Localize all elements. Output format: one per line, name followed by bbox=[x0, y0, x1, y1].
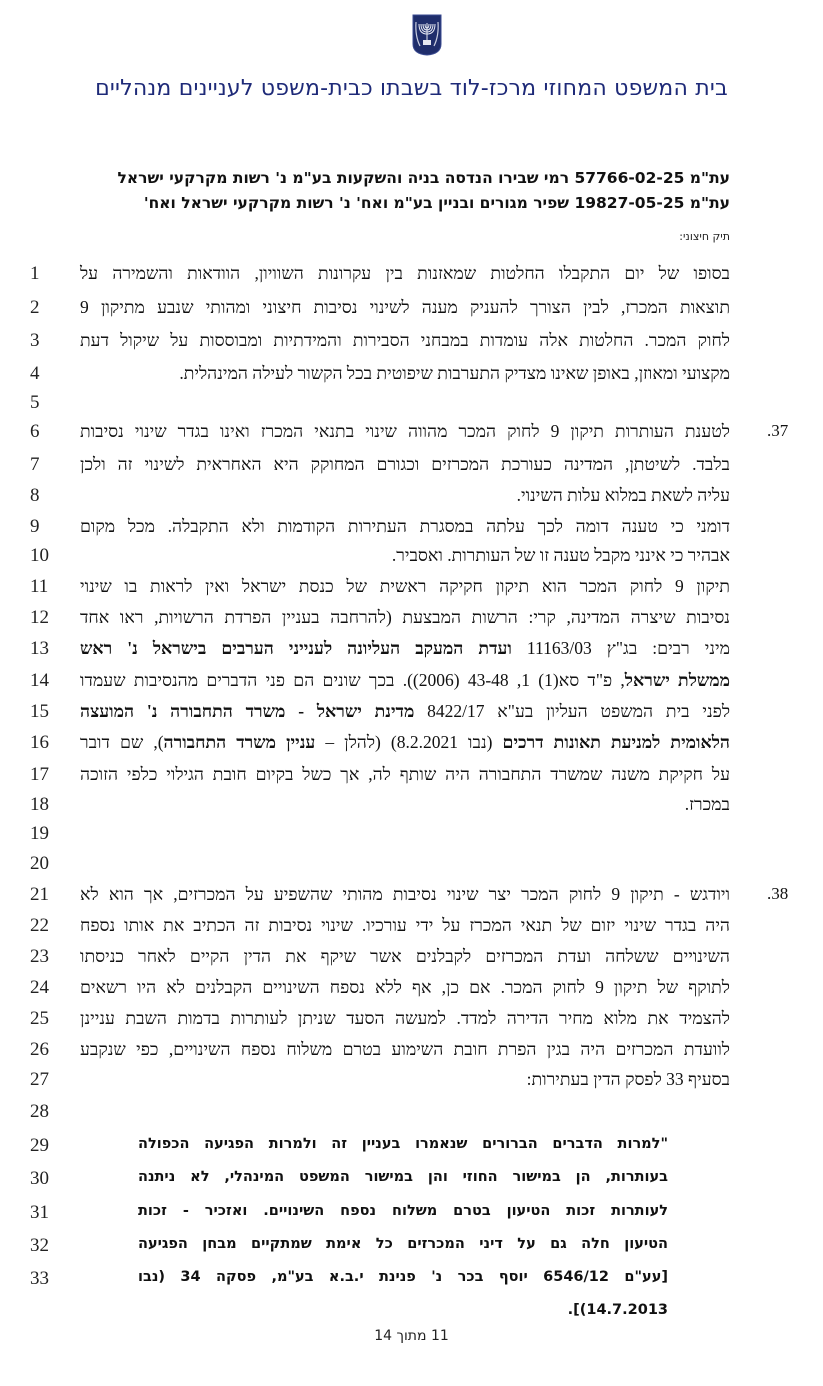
text-line: לוועדת המכרזים היה בגין הפרת חובת השימוע בטרם משלוח נספח השינויים, כפי שנקבע bbox=[80, 1039, 730, 1059]
case-name-bold: מדינת ישראל - משרד התחבורה נ' המועצה bbox=[80, 701, 415, 721]
line-number: 23 bbox=[30, 946, 49, 967]
quote-line: לעותרות זכות הטיעון בטרם משלוח נספח השינויים. ואזכיר - זכות bbox=[138, 1203, 668, 1219]
case-title-1: עת"מ 57766-02-25 רמי שבירו הנדסה בניה והשקעות בע"מ נ' רשות מקרקעי ישראל bbox=[117, 169, 730, 187]
line-number: 30 bbox=[30, 1168, 49, 1189]
line-number: 1 bbox=[30, 263, 40, 284]
line-number: 13 bbox=[30, 638, 49, 659]
citation-text: (נבו 8.2.2021) (להלן – bbox=[315, 732, 503, 752]
case-title-2: עת"מ 19827-05-25 שפיר מגורים ובניין בע"מ ואח' נ' רשות מקרקעי ישראל ואח' bbox=[143, 194, 730, 212]
page-indicator: 11 מתוך 14 bbox=[374, 1328, 449, 1344]
line-number: 10 bbox=[30, 545, 49, 566]
line-number: 8 bbox=[30, 485, 40, 506]
text-line: על חקיקת משנה שמשרד התחבורה היה שותף לה, אך כשל בקיום חובת הגילוי כלפי הזוכה bbox=[80, 764, 730, 784]
citation-text: מיני רבים: בג"ץ 11163/03 bbox=[511, 638, 731, 658]
text-line: עליה לשאת במלוא עלות השינוי. bbox=[516, 485, 730, 505]
line-number: 11 bbox=[30, 576, 49, 597]
line-number: 28 bbox=[30, 1101, 49, 1122]
quote-line: [עע"ם 6546/12 יוסף בכר נ' פנינת י.ב.א בע"מ, פסקה 34 (נבו bbox=[138, 1269, 668, 1285]
line-number: 20 bbox=[30, 853, 49, 874]
case-name-bold: הלאומית למניעת תאונות דרכים bbox=[502, 732, 731, 752]
citation-text: לפני בית המשפט העליון בע"א 8422/17 bbox=[414, 701, 731, 721]
line-number: 31 bbox=[30, 1202, 49, 1223]
citation-text: , פ"ד סא(1) 1, 43-48 (2006)). בכך שונים הם פני הדברים מהנסיבות שעמדו bbox=[80, 670, 625, 690]
text-line: השינויים ששלחה ועדת המכרזים לקבלנים אשר שיקף את הדין הקיים לאחר כניסתו bbox=[80, 946, 730, 966]
quote-line: "למרות הדברים הברורים שנאמרו בעניין זה ולמרות הפגיעה הכפולה bbox=[138, 1136, 668, 1152]
text-line: בסעיף 33 לפסק הדין בעתירות: bbox=[526, 1069, 730, 1089]
quote-line: בעותרות, הן במישור החוזי והן במישור המשפט המינהלי, לא ניתנה bbox=[138, 1169, 668, 1185]
line-number: 4 bbox=[30, 363, 40, 384]
line-number: 5 bbox=[30, 392, 40, 413]
case-name-bold: ממשלת ישראל bbox=[624, 670, 731, 690]
text-line: היה בגדר שינוי יזום של תנאי המכרז על ידי עורכיו. שינוי נסיבות זה הכתיב את אותו נספח bbox=[80, 915, 730, 935]
quote-line: הטיעון חלה גם על דיני המכרזים כל אימת שמתקיים מבחן הפגיעה bbox=[138, 1236, 668, 1252]
line-number: 19 bbox=[30, 823, 49, 844]
line-number: 17 bbox=[30, 764, 49, 785]
line-number: 22 bbox=[30, 915, 49, 936]
citation-text: ), שם דובר bbox=[80, 732, 164, 752]
text-line: במכרז. bbox=[684, 794, 730, 814]
text-line: ויודגש - תיקון 9 לחוק המכר יצר שינוי נסיבות מהותי שהשפיע על המכרזים, אך הוא לא bbox=[80, 884, 730, 904]
line-number: 29 bbox=[30, 1135, 49, 1156]
line-number: 3 bbox=[30, 330, 40, 351]
paragraph-number-37: .37 bbox=[767, 421, 789, 440]
line-number: 18 bbox=[30, 794, 49, 815]
short-name-bold: עניין משרד התחבורה bbox=[163, 732, 316, 752]
paragraph-number-38: .38 bbox=[767, 884, 789, 903]
block-quote bbox=[138, 0, 668, 1318]
line-number: 9 bbox=[30, 516, 40, 537]
text-line: להצמיד את מלוא מחיר הדירה למדד. למעשה הסעד שניתן לעותרות בדמות השבת עניינן bbox=[80, 1008, 730, 1028]
line-number: 2 bbox=[30, 297, 40, 318]
text-line: תיקון 9 לחוק המכר הוא תיקון חקיקה ראשית של כנסת ישראל ואין לראות בו שינוי bbox=[80, 576, 730, 596]
text-line: לטענת העותרות תיקון 9 לחוק המכר מהווה שינוי בתנאי המכרז ואינו בגדר שינוי נסיבות bbox=[80, 421, 730, 441]
text-line: לתוקף של תיקון 9 לחוק המכר. אם כן, אף ללא נספח השינויים הקבלנים לא היו רשאים bbox=[80, 977, 730, 997]
line-number: 33 bbox=[30, 1268, 49, 1289]
line-number: 21 bbox=[30, 884, 49, 905]
case-name-bold: ועדת המעקב העליונה לענייני הערבים בישראל נ' ראש bbox=[80, 638, 512, 658]
quote-line: 14.7.2013)]. bbox=[567, 1302, 668, 1318]
external-file-label: תיק חיצוני: bbox=[679, 230, 730, 243]
line-number: 12 bbox=[30, 607, 49, 628]
line-number: 16 bbox=[30, 732, 49, 753]
text-line: אבהיר כי אינני מקבל טענה זו של העותרות. ואסביר. bbox=[391, 545, 730, 565]
line-number: 14 bbox=[30, 670, 49, 691]
text-line: מקצועי ומאוזן, באופן שאינו מצדיק התערבות שיפוטית בכל הקשור לעילה המינהלית. bbox=[179, 363, 730, 383]
court-title: בית המשפט המחוזי מרכז-לוד בשבתו כבית-משפט לעניינים מנהליים bbox=[95, 76, 728, 101]
line-number: 15 bbox=[30, 701, 49, 722]
line-number: 27 bbox=[30, 1069, 49, 1090]
line-number: 6 bbox=[30, 421, 40, 442]
text-line: תוצאות המכרז, לבין הצורך להעניק מענה לשינוי נסיבות חיצוני ומהותי שנבע מתיקון 9 bbox=[80, 297, 730, 317]
text-line: בלבד. לשיטתן, המדינה כעורכת המכרזים וכגורם המחוקק היא האחראית לשינוי זה ולכן bbox=[80, 454, 730, 474]
line-number: 25 bbox=[30, 1008, 49, 1029]
line-number: 24 bbox=[30, 977, 49, 998]
line-number: 26 bbox=[30, 1039, 49, 1060]
text-line: לחוק המכר. החלטות אלה עומדות במבחני הסבירות והמידתיות ומבוססות על שיקול דעת bbox=[80, 330, 730, 350]
text-line: בסופו של יום התקבלו החלטות שמאזנות בין עקרונות השוויון, הוודאות והשמירה על bbox=[80, 263, 730, 283]
text-line: נסיבות שיצרה המדינה, קרי: הרשות המבצעת (להרחבה בעניין הפרדת הרשויות, ראו אחד bbox=[80, 607, 730, 627]
line-number: 7 bbox=[30, 454, 40, 475]
text-line: דומני כי טענה דומה לכך עלתה במסגרת העתירות הקודמות ולא התקבלה. מכל מקום bbox=[80, 516, 730, 536]
line-number: 32 bbox=[30, 1235, 49, 1256]
